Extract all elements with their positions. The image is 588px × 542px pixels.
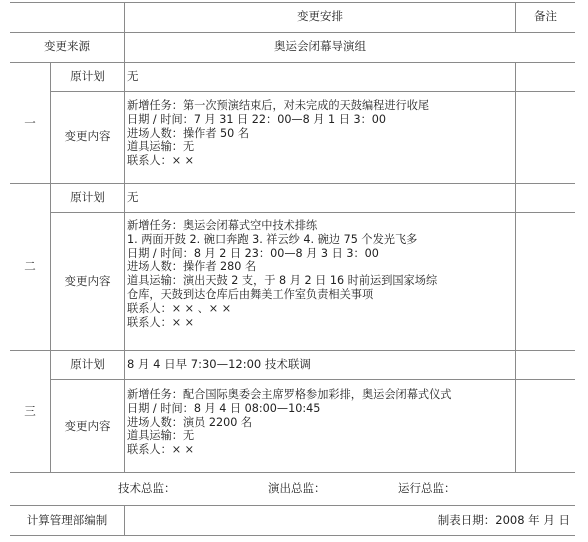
rule — [50, 379, 575, 380]
rule — [10, 350, 575, 351]
table-date: 制表日期：2008 年 月 日 — [437, 513, 570, 527]
original-plan-value: 无 — [127, 190, 139, 204]
change-line: 进场人数：演员 2200 名 — [127, 415, 253, 429]
rule — [10, 62, 575, 63]
change-line: 道具运输：无 — [127, 429, 195, 443]
change-line: 日期 / 时间：8 月 2 日 23：00—8 月 3 日 3：00 — [127, 246, 379, 260]
change-line: 联系人：× × — [127, 154, 195, 168]
change-line: 新增任务：奥运会闭幕式空中技术排练 — [127, 219, 318, 232]
rule — [50, 91, 575, 92]
operations-director-signature: 运行总监： — [398, 481, 456, 495]
change-line: 进场人数：操作者 50 名 — [127, 126, 250, 140]
original-plan-label: 原计划 — [70, 69, 105, 83]
change-line: 1. 两面开鼓 2. 碗口奔跑 3. 祥云纱 4. 碗边 75 个发光飞多 — [127, 232, 418, 246]
rule — [10, 505, 575, 506]
change-line: 进场人数：操作者 280 名 — [127, 260, 257, 274]
change-line: 联系人：× × — [127, 315, 195, 329]
compiled-by: 计算管理部编制 — [26, 513, 108, 527]
original-plan-label: 原计划 — [70, 357, 105, 371]
rule — [50, 212, 575, 213]
technical-director-signature: 技术总监： — [118, 481, 176, 495]
change-content-label: 变更内容 — [64, 419, 111, 433]
original-plan-value: 无 — [127, 69, 139, 83]
change-line: 日期 / 时间：7 月 31 日 22：00—8 月 1 日 3：00 — [127, 112, 386, 126]
section-number: 一 — [24, 116, 36, 130]
change-content-list — [127, 99, 429, 168]
change-line: 仓库，天鼓到达仓库后由舞美工作室负责相关事项 — [127, 287, 374, 301]
change-content-label: 变更内容 — [64, 274, 111, 288]
change-content-list — [127, 219, 437, 329]
arrangement-header: 变更安排 — [297, 9, 343, 23]
rule — [10, 183, 575, 184]
rule — [124, 62, 125, 473]
original-plan-value: 8 月 4 日早 7:30—12:00 技术联调 — [127, 357, 311, 371]
source-value: 奥运会闭幕导演组 — [274, 39, 366, 53]
original-plan-label: 原计划 — [70, 190, 105, 204]
rule — [124, 505, 125, 536]
change-line: 联系人：× × — [127, 443, 195, 457]
rule — [10, 2, 575, 3]
rule — [10, 535, 575, 536]
performance-director-signature: 演出总监： — [268, 481, 326, 495]
section-number: 二 — [24, 259, 36, 273]
change-line: 联系人：× × 、× × — [127, 301, 232, 315]
change-line: 道具运输：演出天鼓 2 支，于 8 月 2 日 16 时前运到国家场综 — [127, 274, 438, 288]
change-line: 新增任务：第一次预演结束后，对未完成的天鼓编程进行收尾 — [127, 99, 430, 112]
change-line: 道具运输：无 — [127, 140, 195, 154]
remarks-header: 备注 — [534, 9, 557, 23]
change-line: 日期 / 时间：8 月 4 日 08:00—10:45 — [127, 401, 321, 415]
rule — [50, 62, 51, 473]
source-label: 变更来源 — [44, 39, 90, 53]
change-content-list — [127, 388, 451, 457]
rule — [10, 472, 575, 473]
section-number: 三 — [24, 404, 36, 418]
change-line: 新增任务：配合国际奥委会主席罗格参加彩排，奥运会闭幕式仪式 — [127, 388, 452, 401]
rule — [515, 62, 516, 473]
rule — [10, 32, 575, 33]
change-content-label: 变更内容 — [64, 129, 111, 143]
